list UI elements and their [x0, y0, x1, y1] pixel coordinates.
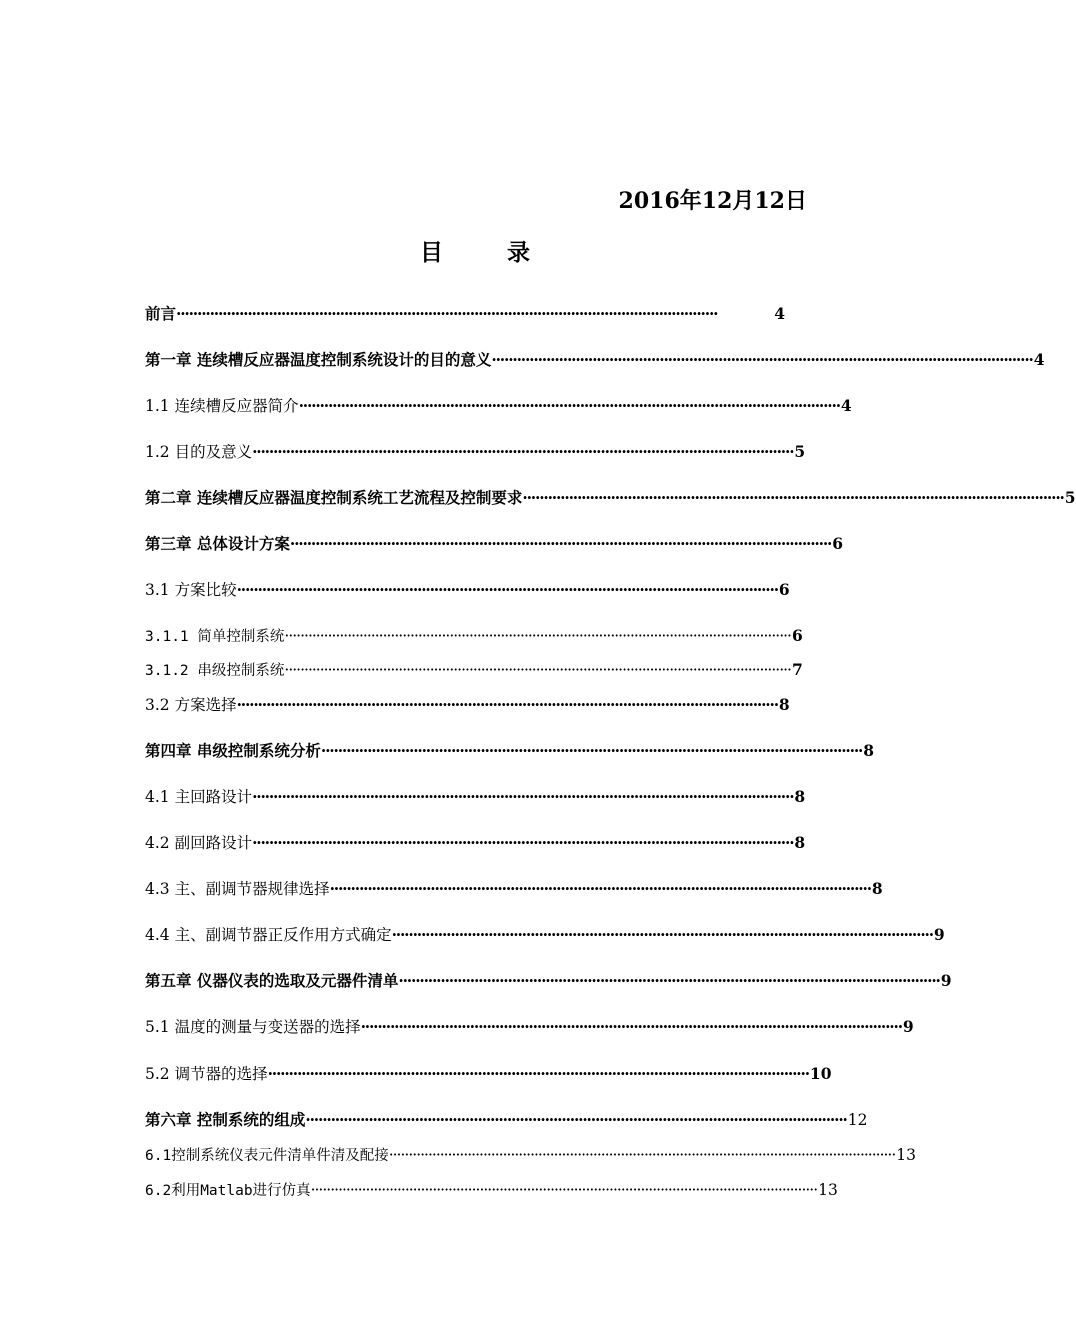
toc-entry-page: 9 [933, 925, 945, 944]
dot-leader: ································································································································· [360, 1017, 902, 1036]
toc-entry-page: 13 [896, 1146, 917, 1164]
toc-entry-page: 8 [871, 879, 883, 898]
toc-entry-chapter-5[interactable] [145, 971, 952, 991]
toc-entry-label: 1.1 连续槽反应器简介 [145, 397, 299, 415]
toc-entry-chapter-1[interactable] [145, 350, 1045, 370]
toc-entry-label: 6.2利用Matlab进行仿真 [145, 1183, 311, 1199]
dot-leader: ································································································································· [252, 787, 794, 806]
toc-entry-chapter-4[interactable] [145, 741, 875, 761]
toc-entry-page: 6 [791, 626, 803, 645]
dot-leader: ································································································································· [522, 488, 1064, 507]
toc-entry-label: 3.1.1 简单控制系统 [145, 629, 285, 645]
toc-entry-3-1-2[interactable] [145, 660, 803, 681]
dot-leader: ································································································································· [252, 833, 794, 852]
toc-entry-label: 4.4 主、副调节器正反作用方式确定 [145, 926, 392, 944]
toc-entry-label: 4.3 主、副调节器规律选择 [145, 880, 330, 898]
toc-entry-page: 12 [847, 1111, 868, 1129]
toc-entry-label: 第六章 控制系统的组成 [145, 1110, 306, 1129]
dot-leader: ································································································································· [491, 350, 1033, 369]
toc-entry-label: 第二章 连续槽反应器温度控制系统工艺流程及控制要求 [145, 488, 523, 507]
dot-leader: ································································································································· [391, 925, 933, 944]
toc-entry-page: 4 [840, 396, 852, 415]
toc-entry-page: 8 [778, 695, 790, 714]
toc-entry-label: 4.2 副回路设计 [145, 834, 253, 852]
toc-entry-page: 9 [940, 971, 952, 990]
toc-entry-page: 6 [832, 534, 844, 553]
toc-entry-4-4[interactable] [145, 925, 945, 945]
toc-entry-label: 第三章 总体设计方案 [145, 534, 290, 553]
toc-entry-page: 5 [1064, 488, 1076, 507]
dot-leader: ································································································································· [305, 1110, 847, 1129]
toc-entry-label: 第四章 串级控制系统分析 [145, 741, 321, 760]
toc-entry-3-2[interactable] [145, 695, 790, 715]
toc-entry-3-1[interactable] [145, 580, 790, 600]
toc-entry-page: 8 [794, 787, 806, 806]
toc-entry-preface[interactable] [145, 304, 785, 324]
dot-leader: ································································································································· [236, 695, 778, 714]
dot-leader: ································································································································· [289, 534, 832, 553]
toc-entry-4-1[interactable] [145, 787, 806, 807]
dot-leader: ································································································································· [329, 879, 871, 898]
toc-entry-label: 5.1 温度的测量与变送器的选择 [145, 1018, 361, 1036]
toc-entry-3-1-1[interactable] [145, 626, 803, 647]
dot-leader: ································································································································· [298, 396, 840, 415]
dot-leader: ································································································································· [267, 1064, 809, 1083]
toc-entry-page: 7 [791, 660, 803, 679]
dot-leader: ································································································································· [236, 580, 778, 599]
toc-entry-label: 3.2 方案选择 [145, 696, 237, 714]
toc-entry-page: 13 [818, 1181, 838, 1199]
toc-entry-chapter-6[interactable] [145, 1110, 868, 1130]
dot-leader: ································································································································· [176, 304, 718, 323]
dot-leader: ································································································································· [284, 661, 791, 679]
dot-leader: ································································································································· [320, 741, 863, 760]
dot-leader: ································································································································· [252, 442, 794, 461]
dot-leader: ································································································································· [388, 1146, 896, 1164]
toc-entry-label: 4.1 主回路设计 [145, 788, 253, 806]
toc-entry-5-1[interactable] [145, 1017, 914, 1037]
toc-entry-page: 6 [778, 580, 790, 599]
toc-title: 目 录 [419, 239, 558, 266]
toc-entry-page: 9 [902, 1017, 914, 1036]
toc-entry-5-2[interactable] [145, 1064, 832, 1084]
toc-entry-chapter-2[interactable] [145, 488, 1076, 508]
toc-entry-page: 8 [794, 833, 806, 852]
toc-entry-chapter-3[interactable] [145, 534, 844, 554]
toc-entry-label: 3.1.2 串级控制系统 [145, 663, 285, 679]
toc-entry-label: 前言 [145, 304, 177, 323]
toc-entry-1-1[interactable] [145, 396, 852, 416]
dot-leader: ································································································································· [310, 1181, 818, 1199]
toc-entry-6-2[interactable] [145, 1180, 838, 1201]
toc-entry-label: 6.1控制系统仪表元件清单件清及配接 [145, 1148, 389, 1164]
toc-entry-1-2[interactable] [145, 442, 806, 462]
toc-entry-label: 1.2 目的及意义 [145, 443, 253, 461]
dot-leader: ································································································································· [284, 627, 791, 645]
toc-entry-page: 10 [809, 1064, 832, 1083]
toc-entry-label: 3.1 方案比较 [145, 581, 237, 599]
toc-entry-label: 5.2 调节器的选择 [145, 1065, 268, 1083]
toc-entry-page: 8 [863, 741, 875, 760]
toc-entry-4-3[interactable] [145, 879, 883, 899]
toc-entry-4-2[interactable] [145, 833, 806, 853]
toc-entry-page: 5 [794, 442, 806, 461]
dot-leader: ································································································································· [398, 971, 940, 990]
toc-entry-6-1[interactable] [145, 1145, 917, 1166]
toc-entry-page: 4 [1033, 350, 1045, 369]
toc-entry-page: 4 [774, 304, 785, 323]
toc-entry-label: 第五章 仪器仪表的选取及元器件清单 [145, 971, 399, 990]
document-date: 2016年12月12日 [618, 188, 807, 214]
toc-entry-label: 第一章 连续槽反应器温度控制系统设计的目的意义 [145, 350, 492, 369]
